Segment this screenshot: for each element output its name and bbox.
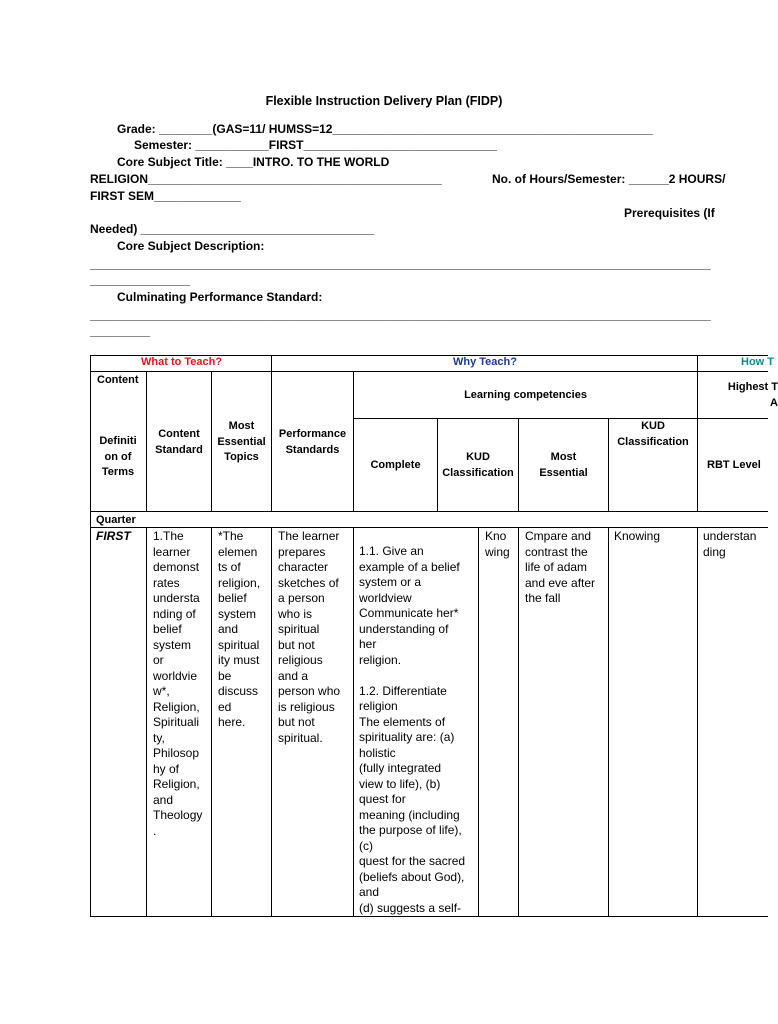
header-highest-thinking: Highest T A — [727, 381, 778, 409]
content-standard-cell: 1.The learner demonst rates understa nding of belief system or worldvie w*, Religion, Spirituali ty, Philosop hy of Religion, and Theology . — [153, 529, 203, 838]
header-performance-standards: Performance Standards — [278, 428, 347, 456]
section-how-to-teach: How T — [741, 356, 774, 368]
performance-standards-cell: The learner prepares character sketches of a person who is spiritual but not religious and a person who is religious but not spiritual. — [278, 529, 341, 745]
prerequisites-label: Prerequisites (If — [624, 206, 715, 220]
core-subject-title-line: Core Subject Title: ____INTRO. TO THE WORLD — [117, 155, 390, 169]
kud-classification-2-cell: Knowing — [614, 529, 661, 543]
learning-competency-complete-cell: 1.1. Give an example of a belief system or a worldview Communicate her* understanding of her religion. 1.2. Differentiate religion The elements of spirituality are: (a) holistic (fully integrated view to life), (b) quest for meaning (including the purpose of life), (c) quest for the sacred (beliefs about God), and (d) suggests a self- — [359, 544, 466, 915]
header-definition-of-terms: Definiti on of Terms — [99, 435, 137, 478]
first-sem-line: FIRST SEM_____________ — [90, 189, 241, 203]
section-why-teach: Why Teach? — [453, 356, 517, 368]
header-content: Content — [97, 374, 139, 386]
semester-line: Semester: ___________FIRST_____________________________ — [134, 138, 497, 152]
most-essential-topics-cell: *The elemen ts of religion, belief system and spiritual ity must be discuss ed here. — [218, 529, 261, 729]
section-what-to-teach: What to Teach? — [141, 356, 223, 368]
rbt-level-cell: understan ding — [703, 529, 757, 559]
header-most-essential: Most Essential — [539, 451, 588, 479]
most-essential-competency-cell: Cmpare and contrast the life of adam and eve after the fall — [525, 529, 596, 605]
grade-line: Grade: ________(GAS=11/ HUMSS=12________________________________________________ — [117, 122, 653, 136]
hours-semester-line: No. of Hours/Semester: ______2 HOURS/ — [492, 172, 726, 186]
culminating-blank-line-2: _________ — [90, 324, 151, 338]
document-title: Flexible Instruction Delivery Plan (FIDP) — [265, 94, 503, 108]
culminating-standard-label: Culminating Performance Standard: — [117, 290, 323, 304]
header-kud-classification-2: KUD Classification — [617, 420, 689, 448]
description-blank-line-1: _____________________________________________________________________________________________ — [90, 257, 711, 271]
header-learning-competencies: Learning competencies — [464, 389, 587, 401]
header-most-essential-topics: Most Essential Topics — [217, 420, 266, 463]
needed-line: Needed) ___________________________________ — [90, 222, 375, 236]
header-complete: Complete — [370, 459, 421, 471]
quarter-label: Quarter — [96, 514, 136, 526]
description-blank-line-2: _______________ — [90, 273, 191, 287]
kud-classification-1-cell: Kno wing — [485, 529, 510, 559]
religion-line: RELIGION____________________________________________ — [90, 172, 442, 186]
header-kud-classification-1: KUD Classification — [442, 451, 514, 479]
header-rbt-level: RBT Level — [707, 459, 761, 471]
culminating-blank-line-1: _____________________________________________________________________________________________ — [90, 308, 711, 322]
core-subject-description-label: Core Subject Description: — [117, 239, 265, 253]
header-content-standard: Content Standard — [155, 428, 203, 456]
quarter-value: FIRST — [96, 529, 131, 543]
